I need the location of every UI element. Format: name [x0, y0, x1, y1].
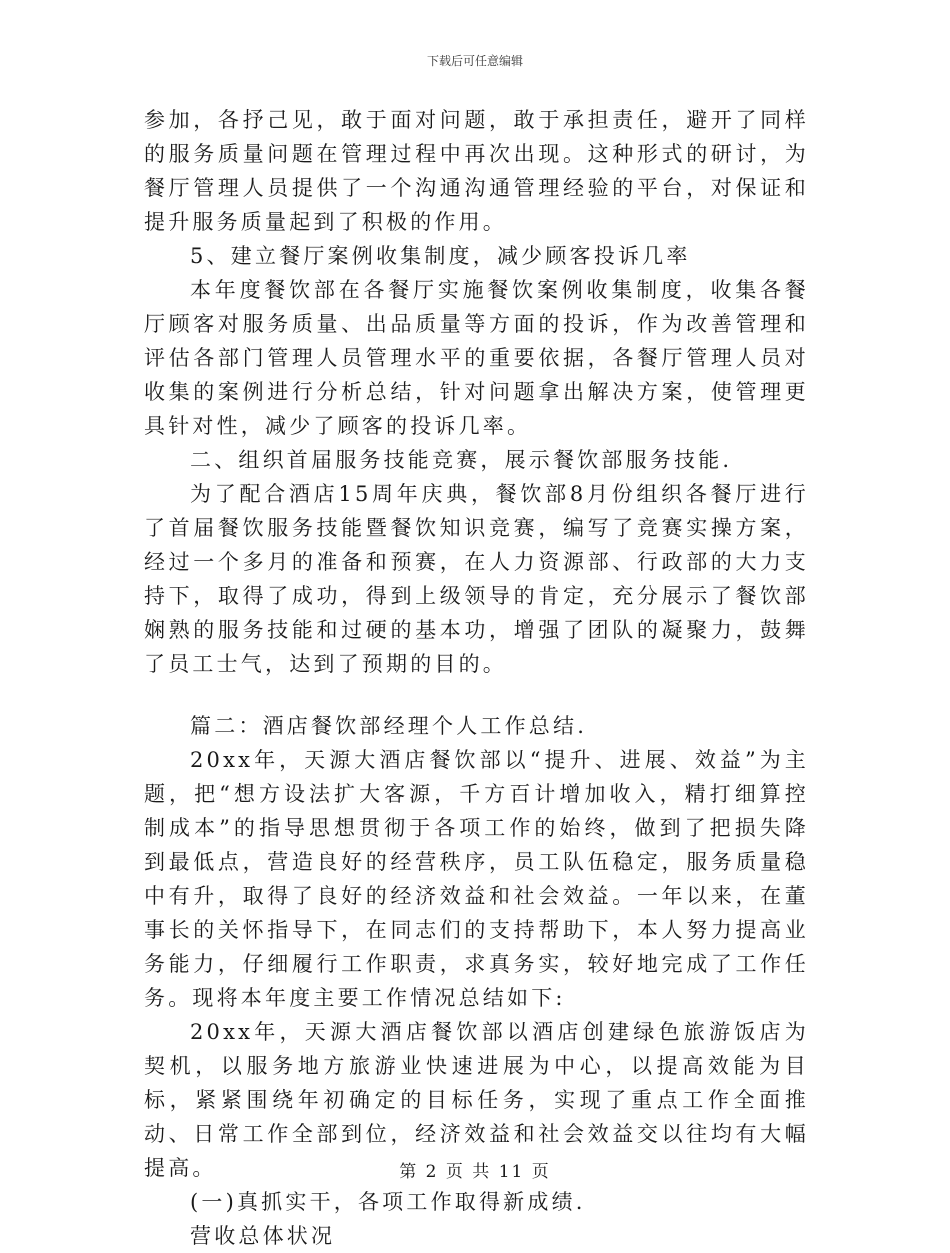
sub-heading: 营收总体状况	[190, 1224, 336, 1248]
paragraph: 本年度餐饮部在各餐厅实施餐饮案例收集制度，收集各餐厅顾客对服务质量、出品质量等方面的投诉，作为改善管理和评估各部门管理人员管理水平的重要依据，各餐厅管理人员对收集的案例进行分析总结，针对问题拿出解决方案，使管理更具针对性，减少了顾客的投诉几率。	[144, 278, 809, 438]
paragraph: 20xx年，天源大酒店餐饮部以酒店创建绿色旅游饭店为契机，以服务地方旅游业快速进展为中心，以提高效能为目标，紧紧围绕年初确定的目标任务，实现了重点工作全面推动、日常工作全部到位，经济效益和社会效益交以往均有大幅提高。	[144, 1020, 809, 1180]
document-body	[144, 103, 809, 1253]
page-header: 下载后可任意编辑	[426, 54, 523, 68]
paragraph-gap	[144, 681, 809, 709]
article-title: 篇二：酒店餐饮部经理个人工作总结.	[190, 714, 588, 738]
section-heading: 二、组织首届服务技能竞赛，展示餐饮部服务技能.	[190, 448, 733, 472]
paragraph: 参加，各抒己见，敢于面对问题，敢于承担责任，避开了同样的服务质量问题在管理过程中再次出现。这种形式的研讨，为餐厅管理人员提供了一个沟通沟通管理经验的平台，对保证和提升服务质量起到了积极的作用。	[144, 108, 809, 234]
paragraph: 20xx年，天源大酒店餐饮部以“提升、进展、效益”为主题，把“想方设法扩大客源，千方百计增加收入，精打细算控制成本”的指导思想贯彻于各项工作的始终，做到了把损失降到最低点，营造良好的经营秩序，员工队伍稳定，服务质量稳中有升，取得了良好的经济效益和社会效益。一年以来，在董事长的关怀指导下，在同志们的支持帮助下，本人努力提高业务能力，仔细履行工作职责，求真务实，较好地完成了工作任务。现将本年度主要工作情况总结如下:	[144, 748, 809, 1010]
page-footer: 第 2 页 共 11 页	[399, 1162, 551, 1182]
section-heading: (一)真抓实干，各项工作取得新成绩.	[190, 1190, 586, 1214]
paragraph: 为了配合酒店15周年庆典，餐饮部8月份组织各餐厅进行了首届餐饮服务技能暨餐饮知识竞赛，编写了竞赛实操方案，经过一个多月的准备和预赛，在人力资源部、行政部的大力支持下，取得了成功，得到上级领导的肯定，充分展示了餐饮部娴熟的服务技能和过硬的基本功，增强了团队的凝聚力，鼓舞了员工士气，达到了预期的目的。	[144, 482, 809, 676]
section-heading: 5、建立餐厅案例收集制度，减少顾客投诉几率	[190, 244, 691, 268]
